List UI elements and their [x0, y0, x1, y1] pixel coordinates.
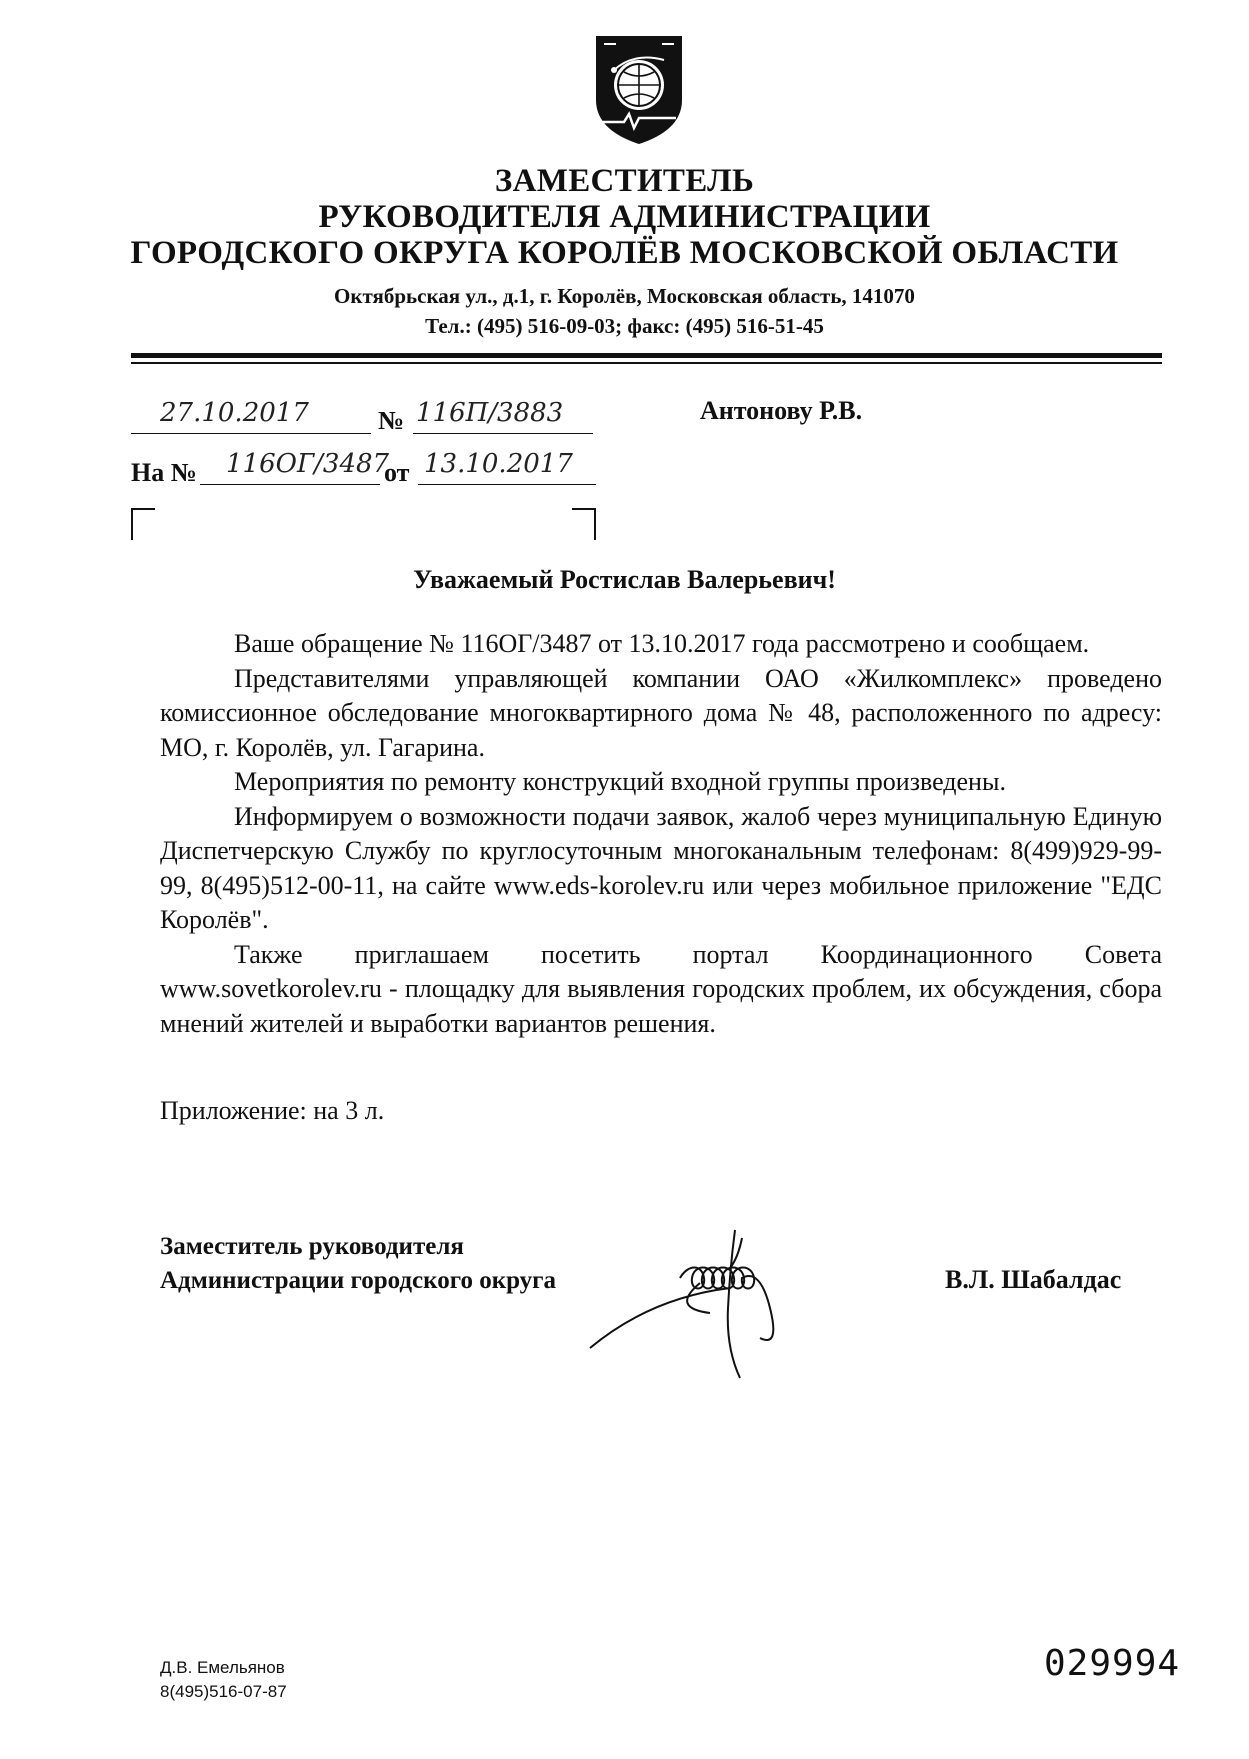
signatory-name: В.Л. Шабалдас [945, 1265, 1122, 1294]
header-phones: Тел.: (495) 516-09-03; факс: (495) 516-51-45 [425, 314, 824, 338]
body-paragraph: Мероприятия по ремонту конструкций входной группы произведены. [234, 767, 1006, 796]
header-divider-thin [131, 362, 1162, 364]
reply-to-label: На № [131, 458, 197, 487]
from-label: от [384, 458, 410, 487]
executor-name: Д.В. Емельянов [160, 1658, 285, 1677]
header-title-line-2: РУКОВОДИТЕЛЯ АДМИНИСТРАЦИИ [318, 199, 931, 235]
address-corner-right [572, 508, 596, 540]
executor-phone: 8(495)516-07-87 [160, 1682, 287, 1701]
outgoing-date: 27.10.2017 [160, 398, 309, 428]
executor-info [160, 1656, 287, 1704]
signatory-title [160, 1230, 556, 1298]
document-serial-number: 029994 [1044, 1643, 1181, 1684]
body-paragraph: Представителями управляющей компании ОАО «Жилкомплекс» проведено комиссионное обследование многоквартирного дома № 48, расположенного по адресу: МО, г. Королёв, ул. Гагарина. [160, 663, 1162, 762]
number-label: № [378, 406, 405, 435]
greeting: Уважаемый Ростислав Валерьевич! [413, 565, 836, 594]
letter-body [160, 627, 1162, 1041]
body-paragraph: Информируем о возможности подачи заявок, жалоб через муниципальную Единую Диспетчерскую Службу по круглосуточным многоканальным телефонам: 8(499)929-99-99, 8(495)512-00-11, на сайте www.eds-korolev.ru или через мобильное приложение "ЕДС Королёв". [160, 801, 1162, 934]
header-title-line-3: ГОРОДСКОГО ОКРУГА КОРОЛЁВ МОСКОВСКОЙ ОБЛАСТИ [130, 235, 1119, 271]
reply-number: 116ОГ/3487 [226, 449, 390, 479]
coat-of-arms-icon [584, 30, 694, 148]
recipient: Антонову Р.В. [700, 396, 863, 425]
reply-date: 13.10.2017 [424, 449, 573, 479]
handwritten-signature [580, 1228, 880, 1388]
signatory-title-line-1: Заместитель руководителя [160, 1233, 464, 1260]
body-paragraph: Ваше обращение № 116ОГ/3487 от 13.10.2017 года рассмотрено и сообщаем. [234, 629, 1090, 658]
signatory-title-line-2: Администрации городского округа [160, 1267, 557, 1294]
header-address: Октябрьская ул., д.1, г. Королёв, Московская область, 141070 [334, 284, 915, 308]
outgoing-number: 116П/3883 [416, 398, 564, 428]
header-title-line-1: ЗАМЕСТИТЕЛЬ [494, 163, 755, 199]
appendix-note: Приложение: на 3 л. [160, 1096, 385, 1125]
address-corner-left [131, 508, 155, 540]
header-divider-thick [131, 353, 1162, 358]
body-paragraph: Также приглашаем посетить портал Координационного Совета www.sovetkorolev.ru - площадку для выявления городских проблем, их обсуждения, сбора мнений жителей и выработки вариантов решения. [160, 939, 1162, 1038]
